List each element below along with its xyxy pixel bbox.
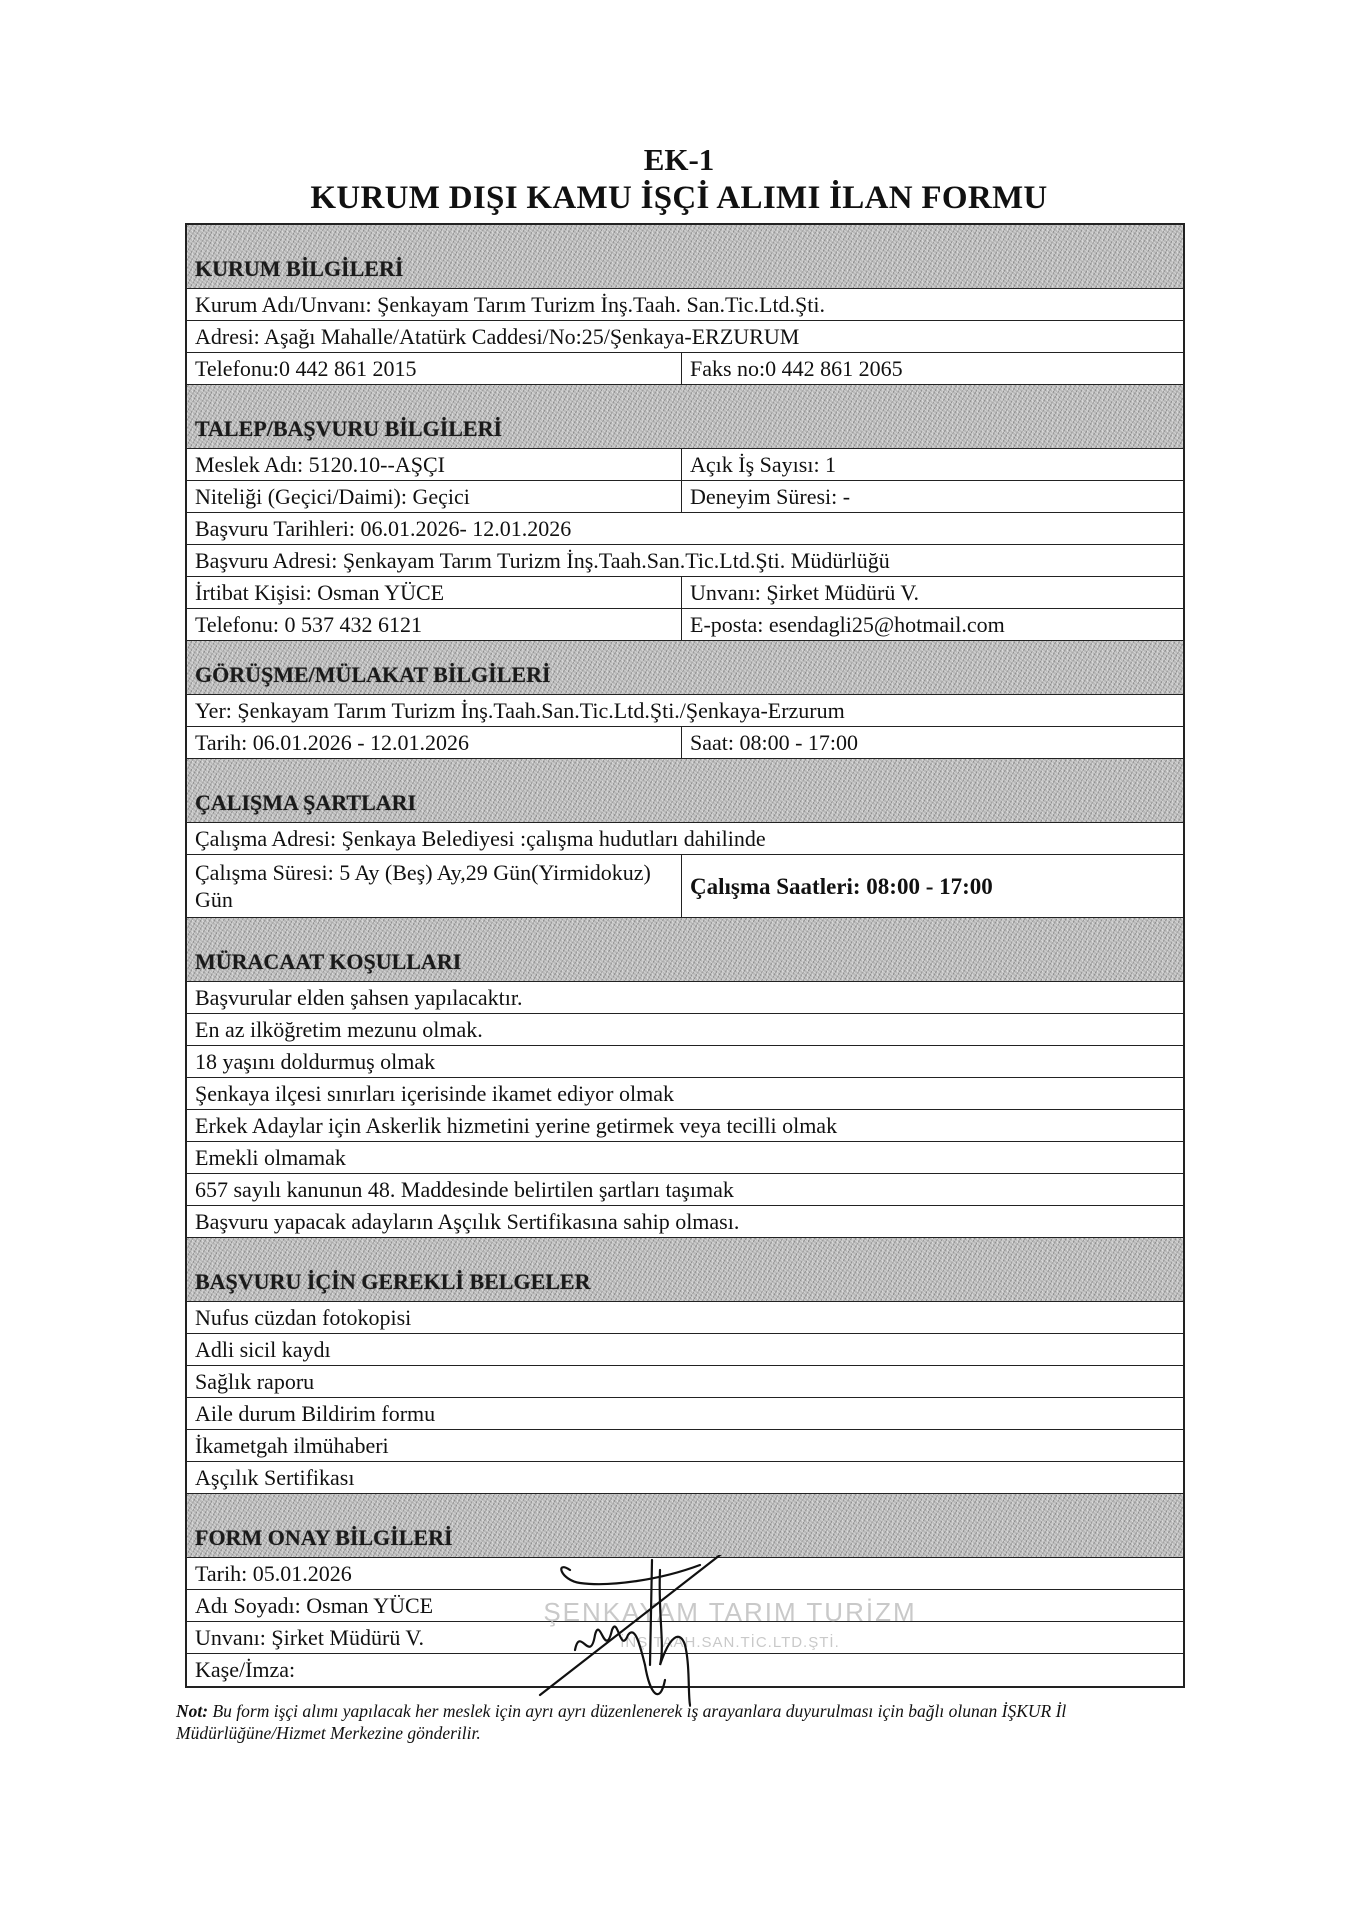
requirement-text: Erkek Adaylar için Askerlik hizmetini yerine getirmek veya tecilli olmak <box>195 1113 838 1138</box>
document-text: Aile durum Bildirim formu <box>195 1401 436 1426</box>
annex-label: EK-1 <box>643 142 715 177</box>
stamp-line: İNŞ.TAAH.SAN.TİC.LTD.ŞTİ. <box>620 1634 840 1651</box>
institution-address: Adresi: Aşağı Mahalle/Atatürk Caddesi/No:25/Şenkaya-ERZURUM <box>195 324 800 349</box>
open-positions: Açık İş Sayısı: 1 <box>690 452 837 477</box>
requirement-text: Başvurular elden şahsen yapılacaktır. <box>195 985 523 1010</box>
document-text: İkametgah ilmühaberi <box>195 1433 389 1458</box>
requirement-item <box>187 1174 1183 1206</box>
form-title: KURUM DIŞI KAMU İŞÇİ ALIMI İLAN FORMU <box>310 180 1048 216</box>
requirement-item <box>187 1110 1183 1142</box>
form-row <box>187 545 1183 577</box>
requirement-text: Emekli olmamak <box>195 1145 346 1170</box>
contact-email[interactable]: E-posta: esendagli25@hotmail.com <box>690 612 1005 637</box>
announcement-form <box>185 223 1185 1688</box>
approval-date: Tarih: 05.01.2026 <box>195 1561 352 1586</box>
application-dates: Başvuru Tarihleri: 06.01.2026- 12.01.2026 <box>195 516 572 541</box>
requirement-text: En az ilköğretim mezunu olmak. <box>195 1017 483 1042</box>
section-header-calisma <box>187 759 1183 823</box>
document-text: Aşçılık Sertifikası <box>195 1465 355 1490</box>
section-header-belgeler <box>187 1238 1183 1302</box>
form-row <box>187 513 1183 545</box>
form-row <box>187 1590 1183 1622</box>
requirement-item <box>187 1078 1183 1110</box>
requirement-text: 18 yaşını doldurmuş olmak <box>195 1049 436 1074</box>
approver-title: Unvanı: Şirket Müdürü V. <box>195 1625 424 1650</box>
form-row <box>187 481 1183 513</box>
work-duration: Çalışma Süresi: 5 Ay (Beş) Ay,29 Gün(Yirmidokuz) Gün <box>187 855 682 917</box>
form-row <box>187 727 1183 759</box>
requirement-item <box>187 982 1183 1014</box>
requirement-item <box>187 1014 1183 1046</box>
document-item <box>187 1430 1183 1462</box>
interview-date: Tarih: 06.01.2026 - 12.01.2026 <box>187 727 682 758</box>
institution-fax: Faks no:0 442 861 2065 <box>690 356 903 381</box>
requirement-text: Şenkaya ilçesi sınırları içerisinde ikamet ediyor olmak <box>195 1081 674 1106</box>
requirement-item <box>187 1046 1183 1078</box>
stamp-line: ŞENKAYAM TARIM TURİZM <box>543 1597 917 1627</box>
occupation: Meslek Adı: 5120.10--AŞÇI <box>187 449 682 480</box>
section-header-gorusme <box>187 641 1183 695</box>
section-title: TALEP/BAŞVURU BİLGİLERİ <box>195 416 503 441</box>
note-text: Bu form işçi alımı yapılacak her meslek için ayrı ayrı düzenlenerek iş arayanlara duyurulması için bağlı olunan İŞKUR İl Müdürlüğüne/Hizmet Merkezine gönderilir. <box>176 1701 1067 1743</box>
form-row <box>187 577 1183 609</box>
form-row <box>187 353 1183 385</box>
note-label: Not: <box>176 1701 209 1721</box>
approver-name: Adı Soyadı: Osman YÜCE <box>195 1593 434 1618</box>
section-header-onay <box>187 1494 1183 1558</box>
interview-time: Saat: 08:00 - 17:00 <box>690 730 859 755</box>
contact-phone: Telefonu: 0 537 432 6121 <box>187 609 682 640</box>
requirement-text: 657 sayılı kanunun 48. Maddesinde belirtilen şartları taşımak <box>195 1177 734 1202</box>
form-row <box>187 1558 1183 1590</box>
document-text: Adli sicil kaydı <box>195 1337 331 1362</box>
contact-person: İrtibat Kişisi: Osman YÜCE <box>187 577 682 608</box>
section-title: KURUM BİLGİLERİ <box>195 256 404 281</box>
document-item <box>187 1302 1183 1334</box>
form-row <box>187 609 1183 641</box>
form-row <box>187 449 1183 481</box>
form-row <box>187 855 1183 918</box>
requirement-item <box>187 1142 1183 1174</box>
document-item <box>187 1462 1183 1494</box>
application-address: Başvuru Adresi: Şenkayam Tarım Turizm İnş.Taah.San.Tic.Ltd.Şti. Müdürlüğü <box>195 548 890 573</box>
document-item <box>187 1366 1183 1398</box>
document-text: Nufus cüzdan fotokopisi <box>195 1305 412 1330</box>
form-row <box>187 321 1183 353</box>
section-title: ÇALIŞMA ŞARTLARI <box>195 790 417 815</box>
work-address: Çalışma Adresi: Şenkaya Belediyesi :çalışma hudutları dahilinde <box>195 826 766 851</box>
form-row <box>187 1654 1183 1686</box>
requirement-item <box>187 1206 1183 1238</box>
section-title: GÖRÜŞME/MÜLAKAT BİLGİLERİ <box>195 662 551 687</box>
document-item <box>187 1398 1183 1430</box>
requirement-text: Başvuru yapacak adayların Aşçılık Sertifikasına sahip olması. <box>195 1209 740 1234</box>
section-header-kurum <box>187 225 1183 289</box>
section-header-talep <box>187 385 1183 449</box>
section-title: FORM ONAY BİLGİLERİ <box>195 1525 453 1550</box>
document-item <box>187 1334 1183 1366</box>
stamp-signature-label: Kaşe/İmza: <box>195 1657 296 1682</box>
institution-name: Kurum Adı/Unvanı: Şenkayam Tarım Turizm İnş.Taah. San.Tic.Ltd.Şti. <box>195 292 826 317</box>
employment-type: Niteliği (Geçici/Daimi): Geçici <box>187 481 682 512</box>
document-text: Sağlık raporu <box>195 1369 315 1394</box>
interview-location: Yer: Şenkayam Tarım Turizm İnş.Taah.San.Tic.Ltd.Şti./Şenkaya-Erzurum <box>195 698 845 723</box>
institution-phone: Telefonu:0 442 861 2015 <box>187 353 682 384</box>
work-hours: Çalışma Saatleri: 08:00 - 17:00 <box>690 873 993 899</box>
form-row <box>187 823 1183 855</box>
form-row <box>187 1622 1183 1654</box>
section-title: BAŞVURU İÇİN GEREKLİ BELGELER <box>195 1269 591 1294</box>
section-title: MÜRACAAT KOŞULLARI <box>195 949 462 974</box>
form-row <box>187 695 1183 727</box>
contact-title: Unvanı: Şirket Müdürü V. <box>690 580 919 605</box>
footnote <box>176 1700 1191 1744</box>
section-header-muracaat <box>187 918 1183 982</box>
form-row <box>187 289 1183 321</box>
experience: Deneyim Süresi: - <box>690 484 851 509</box>
